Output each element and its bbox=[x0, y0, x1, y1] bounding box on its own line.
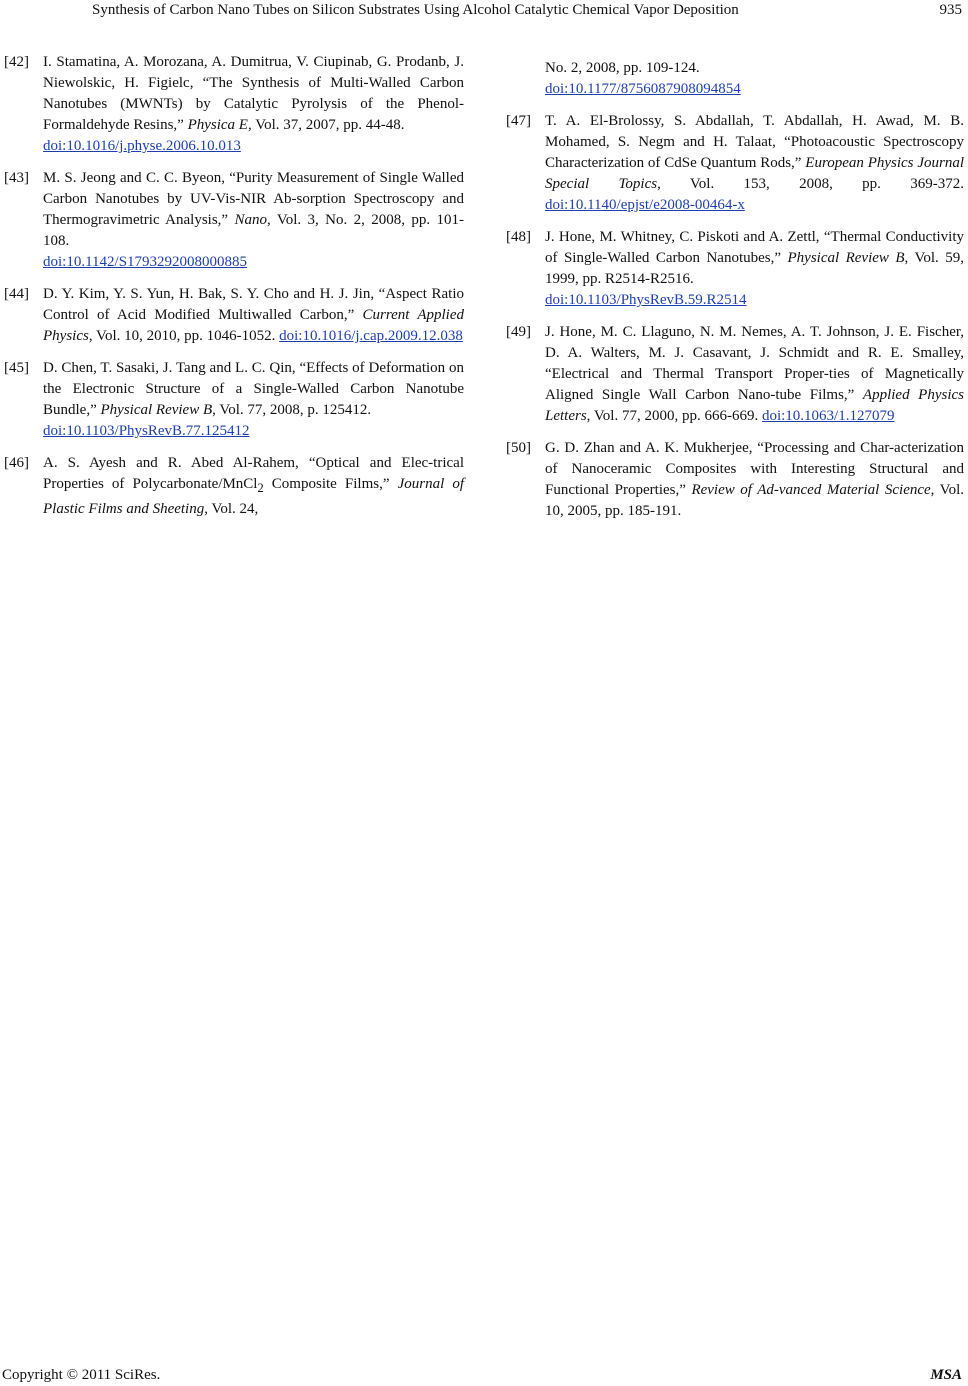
reference-text: G. D. Zhan and A. K. Mukherjee, “Processing and Char-acterization of Nanoceramic Composites with Interesting Structural and Functional Properties,” Review of Ad-vanced Material Science, Vol. 10, 2005, pp. 185-191. bbox=[545, 440, 964, 519]
reference-42 bbox=[4, 52, 464, 157]
reference-number: [50] bbox=[506, 440, 531, 456]
reference-number: [49] bbox=[506, 324, 531, 340]
journal-name: Applied Physics Letters bbox=[545, 387, 964, 424]
doi-link[interactable]: doi:10.1103/PhysRevB.59.R2514 bbox=[545, 292, 747, 308]
reference-text: M. S. Jeong and C. C. Byeon, “Purity Measurement of Single Walled Carbon Nanotubes by UV-Vis-NIR Ab-sorption Spectroscopy and Thermogravimetric Analysis,” Nano, Vol. 3, No. 2, 2008, pp. 101-108. doi:10.1142/S1793292008000885 bbox=[43, 168, 464, 273]
reference-44 bbox=[4, 284, 464, 347]
journal-abbreviation: MSA bbox=[930, 1367, 962, 1383]
reference-column-left bbox=[4, 52, 464, 531]
reference-50 bbox=[506, 438, 964, 522]
reference-47 bbox=[506, 111, 964, 216]
reference-number: [44] bbox=[4, 286, 29, 302]
reference-text: D. Y. Kim, Y. S. Yun, H. Bak, S. Y. Cho and H. J. Jin, “Aspect Ratio Control of Acid Modified Multiwalled Carbon,” Current Applied Physics, Vol. 10, 2010, pp. 1046-1052. doi:10.1016/j.cap.2009.12.038 bbox=[43, 286, 464, 344]
reference-text: D. Chen, T. Sasaki, J. Tang and L. C. Qin, “Effects of Deformation on the Electronic Structure of a Single-Walled Carbon Nanotube Bundle,” Physical Review B, Vol. 77, 2008, p. 125412. doi:10.1103/PhysRevB.77.125412 bbox=[43, 358, 464, 442]
journal-name: Review of Ad-vanced Material Science bbox=[691, 482, 931, 498]
reference-48 bbox=[506, 227, 964, 311]
reference-column-right bbox=[506, 58, 964, 533]
doi-link[interactable]: doi:10.1063/1.127079 bbox=[761, 408, 895, 424]
reference-number: [43] bbox=[4, 170, 29, 186]
reference-number: [47] bbox=[506, 113, 531, 129]
reference-number: [48] bbox=[506, 229, 531, 245]
journal-name: Nano bbox=[234, 212, 267, 228]
journal-name: Journal of Plastic Films and Sheeting bbox=[43, 476, 464, 517]
subscript: 2 bbox=[257, 481, 264, 495]
doi-link[interactable]: doi:10.1142/S1793292008000885 bbox=[43, 254, 248, 270]
journal-name: European Physics Journal Special Topics bbox=[545, 155, 964, 192]
journal-name: Physical Review B bbox=[787, 250, 905, 266]
doi-link[interactable]: doi:10.1177/8756087908094854 bbox=[545, 81, 741, 97]
copyright-notice: Copyright © 2011 SciRes. bbox=[2, 1367, 161, 1383]
reference-number: [46] bbox=[4, 455, 29, 471]
reference-46 bbox=[4, 453, 464, 520]
reference-49 bbox=[506, 322, 964, 427]
reference-43 bbox=[4, 168, 464, 273]
journal-name: Current Applied Physics bbox=[43, 307, 464, 344]
reference-number: [42] bbox=[4, 54, 29, 70]
reference-number: [45] bbox=[4, 360, 29, 376]
doi-link[interactable]: doi:10.1140/epjst/e2008-00464-x bbox=[545, 197, 745, 213]
reference-text: T. A. El-Brolossy, S. Abdallah, T. Abdallah, H. Awad, M. B. Mohamed, S. Negm and H. Talaat, “Photoacoustic Spectroscopy Characterization of CdSe Quantum Rods,” European Physics Journal Special Topics, Vol. 153, 2008, pp. 369-372. doi:10.1140/epjst/e2008-00464-x bbox=[545, 113, 965, 213]
reference-46-continued: No. 2, 2008, pp. 109-124. doi:10.1177/8756087908094854 bbox=[545, 58, 964, 100]
page-number: 935 bbox=[939, 2, 962, 18]
reference-text: J. Hone, M. Whitney, C. Piskoti and A. Zettl, “Thermal Conductivity of Single-Walled Carbon Nanotubes,” Physical Review B, Vol. 59, 1999, pp. R2514-R2516. doi:10.1103/PhysRevB.59.R2514 bbox=[545, 227, 964, 311]
reference-text: A. S. Ayesh and R. Abed Al-Rahem, “Optical and Elec-trical Properties of Polycarbonate/MnCl$_2$ Composite Films,” Journal of Plastic Films and Sheeting, Vol. 24, bbox=[43, 455, 464, 517]
journal-name: Physical Review B bbox=[100, 402, 213, 418]
reference-text: J. Hone, M. C. Llaguno, N. M. Nemes, A. T. Johnson, J. E. Fischer, D. A. Walters, M. J. Casavant, J. Schmidt and R. E. Smalley, “Electrical and Thermal Transport Proper-ties of Magnetically Aligned Single Wall Carbon Nano-tube Films,” Applied Physics Letters, Vol. 77, 2000, pp. 666-669. doi:10.1063/1.127079 bbox=[545, 324, 964, 424]
reference-text: I. Stamatina, A. Morozana, A. Dumitrua, V. Ciupinab, G. Prodanb, J. Niewolskic, H. Figielc, “The Synthesis of Multi-Walled Carbon Nanotubes (MWNTs) by Catalytic Pyrolysis of the Phenol-Formaldehyde Resins,” Physica E, Vol. 37, 2007, pp. 44-48. doi:10.1016/j.physe.2006.10.013 bbox=[43, 52, 464, 157]
doi-link[interactable]: doi:10.1016/j.cap.2009.12.038 bbox=[279, 328, 463, 344]
running-header bbox=[0, 0, 968, 20]
page-footer bbox=[0, 1365, 968, 1385]
journal-name: Physica E bbox=[187, 117, 248, 133]
running-title: Synthesis of Carbon Nano Tubes on Silicon Substrates Using Alcohol Catalytic Chemical Vapor Deposition bbox=[92, 2, 739, 18]
doi-link[interactable]: doi:10.1103/PhysRevB.77.125412 bbox=[43, 423, 250, 439]
doi-link[interactable]: doi:10.1016/j.physe.2006.10.013 bbox=[43, 138, 241, 154]
reference-45 bbox=[4, 358, 464, 442]
